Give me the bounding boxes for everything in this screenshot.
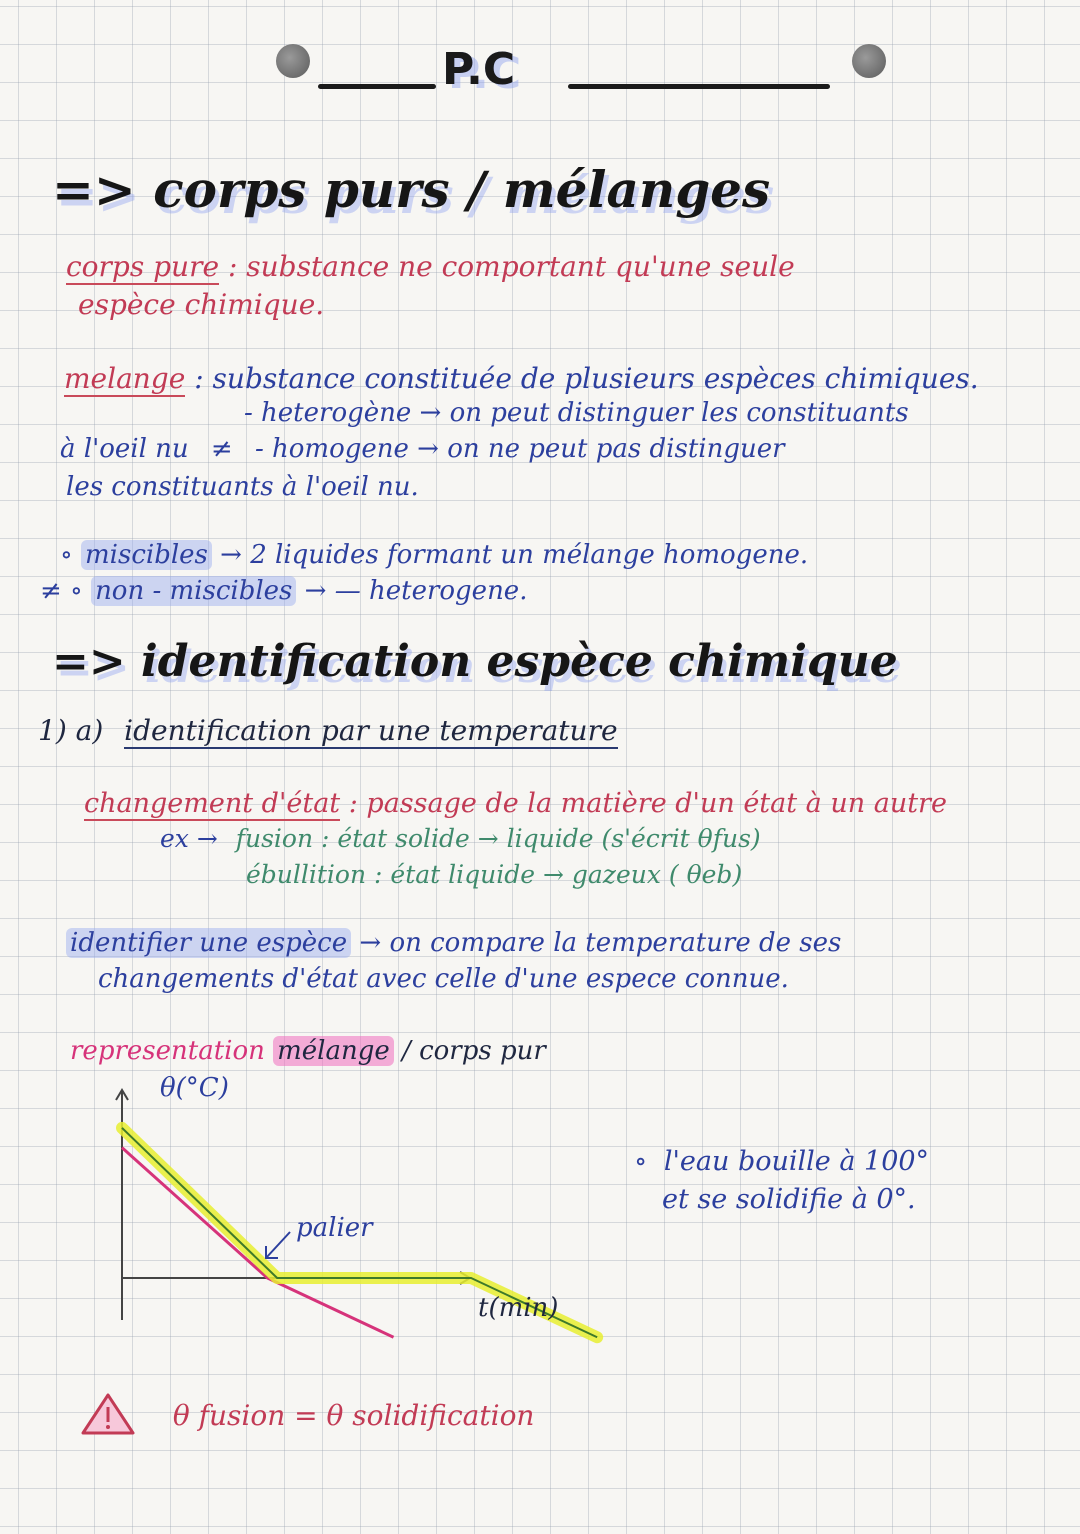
homogene-text: - homogene → on ne peut pas distinguer bbox=[254, 434, 785, 464]
note-bullet: ∘ bbox=[634, 1146, 648, 1177]
miscibles-term: miscibles bbox=[81, 540, 212, 570]
note-line1: l'eau bouille à 100° bbox=[663, 1146, 930, 1177]
representation-slash: / corps pur bbox=[402, 1036, 546, 1066]
corps-pur-def-line2: espèce chimique. bbox=[78, 288, 325, 321]
representation-melange: mélange bbox=[273, 1036, 394, 1066]
non-miscibles-def: → — heterogene. bbox=[304, 576, 528, 606]
miscibles-def: → 2 liquides formant un mélange homogene. bbox=[220, 540, 809, 570]
homogene-line2: les constituants à l'oeil nu. bbox=[66, 472, 419, 502]
y-axis-label: θ(°C) bbox=[160, 1073, 229, 1103]
fusion-text: fusion : état solide → liquide (s'écrit θfus) bbox=[235, 824, 761, 853]
non-miscibles-prefix: ≠ ∘ bbox=[40, 576, 83, 606]
identifier-term: identifier une espèce bbox=[66, 928, 351, 958]
warning-icon bbox=[80, 1392, 136, 1443]
corps-pur-def-line1: : substance ne comportant qu'une seule bbox=[227, 250, 795, 283]
note-line2: et se solidifie à 0°. bbox=[662, 1184, 916, 1215]
identifier-def-line1: → on compare la temperature de ses bbox=[359, 928, 842, 958]
ex-label: ex → bbox=[160, 824, 218, 853]
section2-title: => identification espèce chimique bbox=[52, 636, 898, 687]
palier-arrow bbox=[266, 1232, 290, 1258]
ebullition-line: ébullition : état liquide → gazeux ( θeb) bbox=[246, 860, 743, 889]
melange-term: melange bbox=[64, 362, 186, 395]
x-axis-label: t(min) bbox=[478, 1293, 559, 1323]
header-subject: P.C bbox=[442, 44, 516, 95]
warning-line bbox=[80, 1392, 534, 1443]
subsection-a-title: identification par une temperature bbox=[124, 714, 618, 747]
neq-symbol: ≠ bbox=[210, 434, 233, 464]
miscibles-bullet: ∘ bbox=[60, 540, 73, 570]
changement-def: : passage de la matière d'un état à un autre bbox=[348, 788, 947, 819]
homogene-prefix: à l'oeil nu bbox=[60, 434, 189, 464]
section1-title: => corps purs / mélanges bbox=[52, 160, 771, 219]
melange-def: : substance constituée de plusieurs espèces chimiques. bbox=[194, 362, 979, 395]
non-miscibles-term: non - miscibles bbox=[91, 576, 296, 606]
water-note bbox=[634, 1146, 929, 1177]
changement-term: changement d'état bbox=[84, 788, 341, 819]
warning-text: θ fusion = θ solidification bbox=[172, 1399, 535, 1432]
palier-label: palier bbox=[296, 1213, 373, 1243]
heterogene-line: - heterogène → on peut distinguer les constituants bbox=[244, 398, 909, 428]
identifier-def-line2: changements d'état avec celle d'une espece connue. bbox=[98, 964, 789, 994]
subsection-a-number: 1) a) bbox=[38, 714, 104, 747]
corps-pur-term: corps pure bbox=[66, 250, 220, 283]
representation-prefix: representation bbox=[70, 1036, 265, 1066]
